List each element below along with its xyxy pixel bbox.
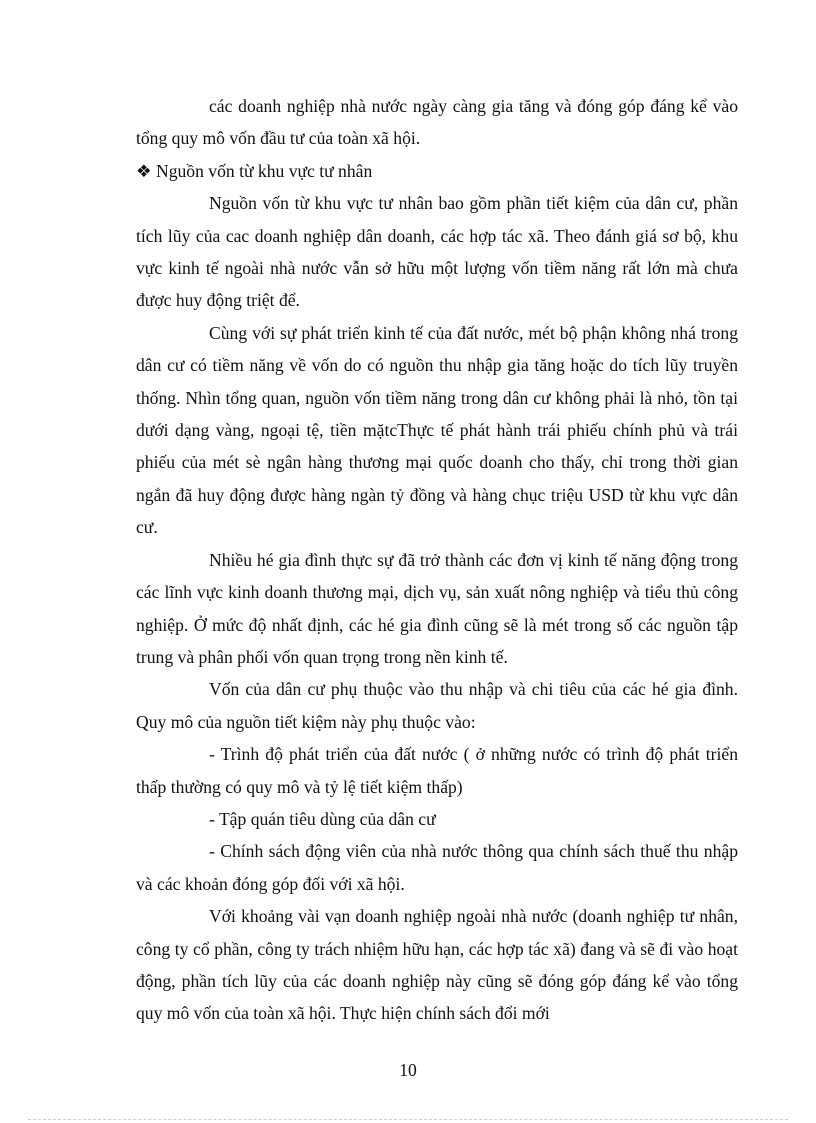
page-number: 10 xyxy=(399,1060,417,1080)
page-bottom-divider xyxy=(28,1119,788,1120)
diamond-bullet-icon: ❖ xyxy=(136,160,152,181)
paragraph: Nguồn vốn từ khu vực tư nhân bao gồm phần tiết kiệm của dân cư, phần tích lũy của cac doanh nghiệp dân doanh, các hợp tác xã. Theo đánh giá sơ bộ, khu vực kinh tế ngoài nhà nước vẫn sở hữu một lượng vốn tiềm năng rất lớn mà chưa được huy động triệt để. xyxy=(136,193,738,311)
section-heading-text: Nguồn vốn từ khu vực tư nhân xyxy=(156,160,373,181)
section-heading xyxy=(136,155,738,187)
paragraph: Với khoảng vài vạn doanh nghiệp ngoài nhà nước (doanh nghiệp tư nhân, công ty cổ phần, công ty trách nhiệm hữu hạn, các hợp tác xã) đang và sẽ đi vào hoạt động, phần tích lũy của các doanh nghiệp này cũng sẽ đóng góp đáng kể vào tổng quy mô vốn của toàn xã hội. Thực hiện chính sách đổi mới xyxy=(136,906,738,1024)
dash-list-item: - Trình độ phát triển của đất nước ( ở những nước có trình độ phát triển thấp thường có quy mô và tỷ lệ tiết kiệm thấp) xyxy=(136,744,738,797)
body-text xyxy=(136,90,738,1030)
paragraph: Vốn của dân cư phụ thuộc vào thu nhập và chi tiêu của các hé gia đình. Quy mô của nguồn tiết kiệm này phụ thuộc vào: xyxy=(136,679,738,732)
paragraph: Nhiều hé gia đình thực sự đã trở thành các đơn vị kinh tế năng động trong các lĩnh vực kinh doanh thương mại, dịch vụ, sản xuất nông nghiệp và tiểu thủ công nghiệp. Ở mức độ nhất định, các hé gia đình cũng sẽ là mét trong số các nguồn tập trung và phân phối vốn quan trọng trong nền kinh tế. xyxy=(136,549,738,667)
dash-list-item: - Tập quán tiêu dùng của dân cư xyxy=(209,808,436,829)
dash-list-item: - Chính sách động viên của nhà nước thông qua chính sách thuế thu nhập và các khoản đóng góp đối với xã hội. xyxy=(136,841,738,894)
paragraph: Cùng với sự phát triển kinh tế của đất nước, mét bộ phận không nhá trong dân cư có tiềm năng về vốn do có nguồn thu nhập gia tăng hoặc do tích lũy truyền thống. Nhìn tổng quan, nguồn vốn tiềm năng trong dân cư không phải là nhỏ, tồn tại dưới dạng vàng, ngoại tệ, tiền mặtcThực tế phát hành trái phiếu chính phủ và trái phiếu của mét sè ngân hàng thương mại quốc doanh cho thấy, chỉ trong thời gian ngắn đã huy động được hàng ngàn tỷ đồng và hàng chục triệu USD từ khu vực dân cư. xyxy=(136,322,738,538)
paragraph-continued: các doanh nghiệp nhà nước ngày càng gia tăng và đóng góp đáng kể vào tổng quy mô vốn đầu tư của toàn xã hội. xyxy=(136,96,738,149)
